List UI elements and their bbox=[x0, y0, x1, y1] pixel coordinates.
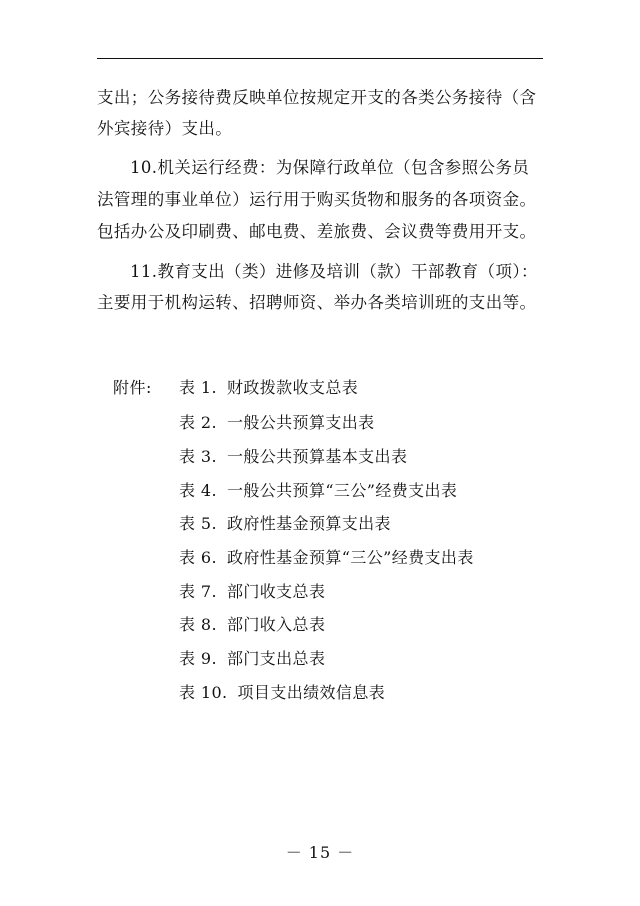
attachment-item bbox=[179, 548, 474, 568]
paragraph-3-line-1: 11.教育支出（类）进修及培训（款）干部教育（项）： bbox=[130, 262, 538, 281]
attachment-item bbox=[179, 514, 391, 534]
attachment-item bbox=[179, 481, 457, 501]
attachment-item bbox=[179, 582, 325, 602]
attachment-item bbox=[179, 378, 358, 398]
attachment-title: 一般公共预算基本支出表 bbox=[226, 447, 408, 466]
paragraph-1-line-1: 支出；公务接待费反映单位按规定开支的各类公务接待（含 bbox=[97, 88, 537, 107]
attachment-number: 表 7. bbox=[179, 582, 217, 601]
paragraph-2-line-1: 10.机关运行经费：为保障行政单位（包含参照公务员 bbox=[130, 158, 530, 177]
attachment-title: 政府性基金预算支出表 bbox=[226, 514, 391, 533]
attachment-title: 部门支出总表 bbox=[226, 649, 326, 668]
attachment-number: 表 8. bbox=[179, 615, 217, 634]
attachment-title: 一般公共预算“三公”经费支出表 bbox=[226, 481, 458, 500]
attachment-number: 表 10. bbox=[179, 683, 228, 702]
attachment-item bbox=[179, 413, 375, 433]
paragraph-2-line-3: 包括办公及印刷费、邮电费、差旅费、会议费等费用开支。 bbox=[97, 222, 537, 241]
attachment-title: 一般公共预算支出表 bbox=[226, 413, 375, 432]
header-rule bbox=[97, 58, 543, 59]
attachments-label: 附件: bbox=[113, 378, 152, 397]
attachment-item bbox=[179, 649, 325, 669]
attachment-number: 表 5. bbox=[179, 514, 217, 533]
attachment-item bbox=[179, 683, 385, 703]
attachment-number: 表 3. bbox=[179, 447, 217, 466]
attachment-number: 表 9. bbox=[179, 649, 217, 668]
attachment-title: 项目支出绩效信息表 bbox=[237, 683, 386, 702]
page-number: － 15 － bbox=[285, 843, 355, 862]
attachment-title: 部门收入总表 bbox=[226, 615, 326, 634]
attachment-item bbox=[179, 615, 325, 635]
paragraph-3-line-2: 主要用于机构运转、招聘师资、举办各类培训班的支出等。 bbox=[97, 293, 537, 312]
attachment-number: 表 6. bbox=[179, 548, 217, 567]
attachment-title: 部门收支总表 bbox=[226, 582, 326, 601]
paragraph-1-line-2: 外宾接待）支出。 bbox=[97, 119, 233, 138]
attachment-title: 财政拨款收支总表 bbox=[226, 378, 359, 397]
attachment-title: 政府性基金预算“三公”经费支出表 bbox=[226, 548, 474, 567]
attachment-number: 表 2. bbox=[179, 413, 217, 432]
attachment-item bbox=[179, 447, 407, 467]
attachment-number: 表 4. bbox=[179, 481, 217, 500]
paragraph-2-line-2: 法管理的事业单位）运行用于购买货物和服务的各项资金。 bbox=[97, 190, 537, 209]
attachment-number: 表 1. bbox=[179, 378, 217, 397]
